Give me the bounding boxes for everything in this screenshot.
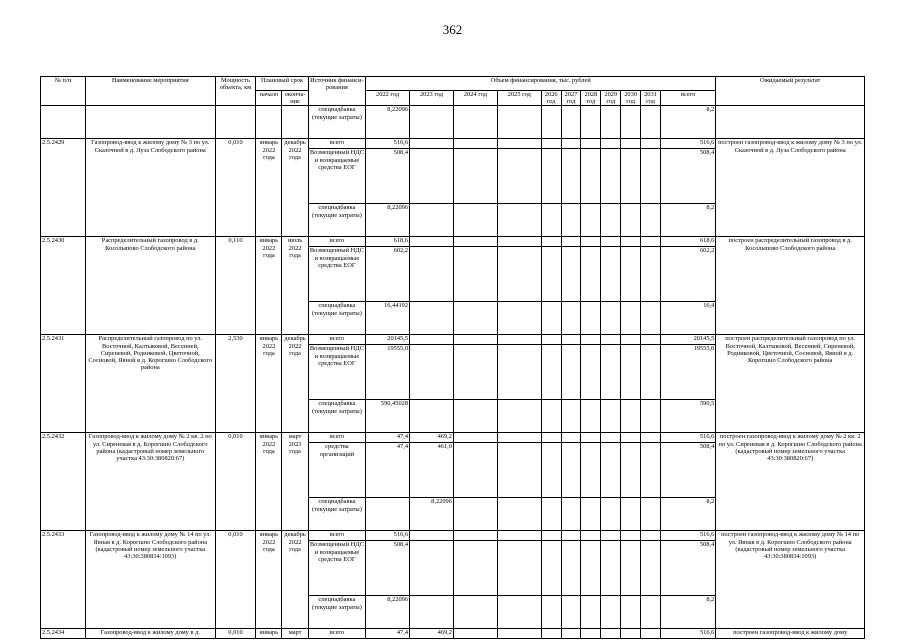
empty-year-cell	[601, 247, 621, 302]
value-2023	[410, 345, 454, 400]
source-cell: спецнадбавка (текущие затраты)	[308, 400, 366, 433]
table-row	[41, 106, 865, 139]
row-number: 2.5.2431	[41, 335, 86, 433]
source-cell: всего	[308, 237, 366, 247]
value-2022: 516,6	[366, 139, 410, 149]
measure-name: Распределительный газопровод по ул. Восточной, Калтыковой, Весенней, Сиреневой, Родниковой, Цветочной, Сосновой, Явной в д. Корогшно Слободского района	[85, 335, 215, 433]
value-2022: 508,4	[366, 149, 410, 204]
source-cell: всего	[308, 335, 366, 345]
value-2022: 590,45028	[366, 400, 410, 433]
empty-year-cell	[601, 139, 621, 149]
empty-year-cell	[581, 400, 601, 433]
source-cell: спецнадбавка (текущие затраты)	[308, 106, 366, 139]
value-2023	[410, 400, 454, 433]
header-name: Наименование мероприятия	[85, 77, 215, 106]
empty-year-cell	[641, 149, 661, 204]
empty-year-cell	[641, 335, 661, 345]
value-2023: 469,2	[410, 433, 454, 443]
empty-year-cell	[561, 400, 581, 433]
empty-year-cell	[541, 149, 561, 204]
empty-year-cell	[541, 302, 561, 335]
value-total: 8,2	[660, 204, 715, 237]
table-row	[41, 531, 865, 541]
table-row	[41, 335, 865, 345]
empty-year-cell	[581, 345, 601, 400]
empty-year-cell	[581, 541, 601, 596]
empty-year-cell	[641, 247, 661, 302]
empty-year-cell	[561, 629, 581, 639]
empty-year-cell	[621, 149, 641, 204]
empty-year-cell	[621, 247, 641, 302]
value-2023	[410, 302, 454, 335]
value-2023: 469,2	[410, 629, 454, 639]
empty-year-cell	[541, 400, 561, 433]
value-total: 8,2	[660, 596, 715, 629]
empty-year-cell	[621, 335, 641, 345]
header-year-2030: 2030 год	[621, 91, 641, 106]
expected-result: построен распределительный газопровод в д. Косолыпово Слободского района	[716, 237, 865, 335]
value-total: 516,6	[660, 531, 715, 541]
empty-year-cell	[453, 541, 497, 596]
value-2022: 20145,5	[366, 335, 410, 345]
value-total: 618,6	[660, 237, 715, 247]
value-2022: 618,6	[366, 237, 410, 247]
empty-year-cell	[497, 345, 541, 400]
start-date: январь 2022 года	[256, 433, 282, 531]
value-2022: 19555,0	[366, 345, 410, 400]
header-num: № п/п	[41, 77, 86, 106]
empty-year-cell	[541, 204, 561, 237]
expected-result: построен распределительный газопровод по ул. Восточной, Калтыковой, Весенней, Сиреневой, Родниковой, Цветочной, Сосновой, Явной в д. Корогшно Слободского района	[716, 335, 865, 433]
empty-year-cell	[621, 498, 641, 531]
value-total: 508,4	[660, 149, 715, 204]
empty-year-cell	[453, 204, 497, 237]
empty-year-cell	[641, 541, 661, 596]
empty-year-cell	[453, 149, 497, 204]
empty-year-cell	[581, 629, 601, 639]
header-volume: Объем финансирования, тыс. рублей	[366, 77, 716, 91]
header-year-2023: 2023 год	[410, 91, 454, 106]
empty-year-cell	[601, 498, 621, 531]
value-2023	[410, 149, 454, 204]
measure-name: Газопровод-ввод к жилому дому в д.	[85, 629, 215, 639]
empty-year-cell	[541, 247, 561, 302]
header-year-2031: 2031 год	[641, 91, 661, 106]
capacity-cell: 0,010	[215, 531, 256, 629]
empty-year-cell	[541, 139, 561, 149]
empty-year-cell	[561, 335, 581, 345]
expected-result: построен газопровод-ввод к жилому дому	[716, 629, 865, 639]
capacity-cell: 0,110	[215, 237, 256, 335]
header-year-2025: 2025 год	[497, 91, 541, 106]
empty-year-cell	[601, 443, 621, 498]
start-date: январь 2022 года	[256, 531, 282, 629]
empty-year-cell	[497, 400, 541, 433]
empty-year-cell	[561, 139, 581, 149]
empty-year-cell	[641, 204, 661, 237]
empty-year-cell	[621, 433, 641, 443]
value-total: 590,5	[660, 400, 715, 433]
empty-year-cell	[581, 498, 601, 531]
start-date: январь 2022 года	[256, 237, 282, 335]
row-number: 2.5.2429	[41, 139, 86, 237]
empty-year-cell	[601, 149, 621, 204]
empty-year-cell	[581, 204, 601, 237]
empty-year-cell	[621, 302, 641, 335]
empty-year-cell	[641, 139, 661, 149]
empty-year-cell	[497, 629, 541, 639]
empty-year-cell	[561, 247, 581, 302]
end-date: декабрь 2022 года	[282, 335, 308, 433]
empty-year-cell	[497, 433, 541, 443]
empty-year-cell	[621, 596, 641, 629]
empty-year-cell	[581, 433, 601, 443]
empty-year-cell	[541, 345, 561, 400]
empty-year-cell	[497, 541, 541, 596]
row-number: 2.5.2433	[41, 531, 86, 629]
value-2023: 8,22096	[410, 498, 454, 531]
empty-year-cell	[641, 345, 661, 400]
table-row	[41, 433, 865, 443]
header-year-2028: 2028 год	[581, 91, 601, 106]
empty-year-cell	[581, 302, 601, 335]
empty-year-cell	[541, 596, 561, 629]
empty-year-cell	[453, 433, 497, 443]
capacity-cell: 2,530	[215, 335, 256, 433]
empty-year-cell	[561, 433, 581, 443]
value-2023	[410, 531, 454, 541]
empty-year-cell	[497, 302, 541, 335]
source-cell: спецнадбавка (текущие затраты)	[308, 498, 366, 531]
source-cell: всего	[308, 139, 366, 149]
empty-year-cell	[453, 498, 497, 531]
empty-year-cell	[581, 443, 601, 498]
value-total: 8,2	[660, 106, 715, 139]
value-total: 516,6	[660, 139, 715, 149]
empty-year-cell	[641, 400, 661, 433]
source-cell: Возмещенный НДС и возвращаемые средства ЕОГ	[308, 345, 366, 400]
empty-year-cell	[601, 345, 621, 400]
measure-name: Газопровод-ввод к жилому дому № 14 по ул. Явная в д. Корогшно Слободского района (кадастровый номер земельного участка 43:30:380834:1093)	[85, 531, 215, 629]
header-capacity: Мощность объекта, км	[215, 77, 256, 106]
empty-year-cell	[561, 531, 581, 541]
empty-year-cell	[641, 629, 661, 639]
empty-year-cell	[581, 139, 601, 149]
empty-year-cell	[621, 204, 641, 237]
empty-year-cell	[561, 596, 581, 629]
empty-year-cell	[561, 345, 581, 400]
end-date: декабрь 2022 года	[282, 139, 308, 237]
capacity-cell: 0,010	[215, 629, 256, 639]
empty-year-cell	[601, 237, 621, 247]
empty-year-cell	[581, 531, 601, 541]
source-cell: всего	[308, 531, 366, 541]
empty-year-cell	[621, 237, 641, 247]
empty-year-cell	[581, 335, 601, 345]
value-2022: 47,4	[366, 629, 410, 639]
header-year-2024: 2024 год	[453, 91, 497, 106]
value-2022: 8,22096	[366, 596, 410, 629]
row-number: 2.5.2432	[41, 433, 86, 531]
value-total: 16,4	[660, 302, 715, 335]
expected-result: построен газопровод-ввод к жилому дому № 14 по ул. Явная в д. Корогшно Слободского района (кадастровый номер земельного участка 43:30:380834:1093)	[716, 531, 865, 629]
value-total: 19555,0	[660, 345, 715, 400]
source-cell: Возмещенный НДС и возвращаемые средства ЕОГ	[308, 541, 366, 596]
end-date: декабрь 2022 года	[282, 531, 308, 629]
empty-year-cell	[453, 247, 497, 302]
capacity-cell: 0,010	[215, 139, 256, 237]
value-2022: 516,6	[366, 531, 410, 541]
empty-year-cell	[541, 237, 561, 247]
empty-year-cell	[641, 433, 661, 443]
value-total: 508,4	[660, 443, 715, 498]
header-year-2026: 2026 год	[541, 91, 561, 106]
value-2023: 461,0	[410, 443, 454, 498]
empty-year-cell	[581, 237, 601, 247]
empty-year-cell	[601, 433, 621, 443]
end-date: март 2023 года	[282, 433, 308, 531]
empty-year-cell	[561, 204, 581, 237]
start-date: январь 2022 года	[256, 335, 282, 433]
start-date: январь	[256, 629, 282, 639]
value-2022: 47,4	[366, 443, 410, 498]
empty-year-cell	[561, 237, 581, 247]
empty-year-cell	[453, 400, 497, 433]
source-cell: всего	[308, 433, 366, 443]
empty-year-cell	[453, 302, 497, 335]
empty-year-cell	[453, 335, 497, 345]
empty-year-cell	[601, 335, 621, 345]
empty-year-cell	[541, 498, 561, 531]
empty-year-cell	[561, 541, 581, 596]
value-2023	[410, 541, 454, 596]
value-2022: 508,4	[366, 541, 410, 596]
empty-year-cell	[601, 541, 621, 596]
header-year-2027: 2027 год	[561, 91, 581, 106]
empty-year-cell	[601, 204, 621, 237]
empty-year-cell	[641, 596, 661, 629]
empty-year-cell	[641, 443, 661, 498]
value-2023	[410, 247, 454, 302]
header-year-2022: 2022 год	[366, 91, 410, 106]
empty-year-cell	[641, 498, 661, 531]
empty-year-cell	[561, 498, 581, 531]
header-end: оконча-ние	[282, 91, 308, 106]
empty-year-cell	[601, 400, 621, 433]
source-cell: Возмещенный НДС и возвращаемые средства ЕОГ	[308, 149, 366, 204]
empty-year-cell	[453, 139, 497, 149]
empty-year-cell	[541, 629, 561, 639]
empty-year-cell	[497, 149, 541, 204]
value-2023	[410, 139, 454, 149]
empty-year-cell	[601, 596, 621, 629]
value-2022: 8,22096	[366, 106, 410, 139]
empty-year-cell	[497, 498, 541, 531]
value-2022: 16,44192	[366, 302, 410, 335]
measure-name: Газопровод-ввод к жилому дому № 3 по ул. Сказочной в д. Луза Слободского района	[85, 139, 215, 237]
header-plan-term: Плановый срок	[256, 77, 308, 91]
header-year-2029: 2029 год	[601, 91, 621, 106]
end-date: март	[282, 629, 308, 639]
empty-year-cell	[497, 237, 541, 247]
value-total: 20145,5	[660, 335, 715, 345]
empty-year-cell	[601, 302, 621, 335]
value-2023	[410, 596, 454, 629]
empty-year-cell	[497, 204, 541, 237]
measure-name: Распределительный газопровод в д. Косолыпово Слободского района	[85, 237, 215, 335]
source-cell: спецнадбавка (текущие затраты)	[308, 204, 366, 237]
expected-result: построен газопровод-ввод к жилому дому № 3 по ул. Сказочной в д. Луза Слободского района	[716, 139, 865, 237]
empty-year-cell	[453, 596, 497, 629]
source-cell: спецнадбавка (текущие затраты)	[308, 302, 366, 335]
financing-table	[40, 76, 865, 639]
empty-year-cell	[497, 531, 541, 541]
empty-year-cell	[641, 237, 661, 247]
empty-year-cell	[561, 443, 581, 498]
source-cell: всего	[308, 629, 366, 639]
empty-year-cell	[497, 247, 541, 302]
empty-year-cell	[581, 247, 601, 302]
header-result: Ожидаемый результат	[716, 77, 865, 106]
value-2022: 8,22096	[366, 204, 410, 237]
empty-year-cell	[541, 443, 561, 498]
empty-year-cell	[497, 335, 541, 345]
empty-year-cell	[453, 531, 497, 541]
empty-year-cell	[581, 149, 601, 204]
empty-year-cell	[453, 443, 497, 498]
measure-name: Газопровод-ввод к жилому дому № 2 кв. 2 по ул. Сиреневая в д. Корогшно Слободского района (кадастровый номер земельного участка 43:30:380820:67)	[85, 433, 215, 531]
source-cell: спецнадбавка (текущие затраты)	[308, 596, 366, 629]
empty-year-cell	[453, 629, 497, 639]
empty-year-cell	[621, 629, 641, 639]
empty-year-cell	[541, 433, 561, 443]
empty-year-cell	[541, 541, 561, 596]
capacity-cell: 0,010	[215, 433, 256, 531]
empty-year-cell	[561, 302, 581, 335]
empty-year-cell	[541, 335, 561, 345]
empty-year-cell	[497, 139, 541, 149]
empty-year-cell	[601, 531, 621, 541]
value-2023	[410, 237, 454, 247]
source-cell: Возмещенный НДС и возвращаемые средства ЕОГ	[308, 247, 366, 302]
empty-year-cell	[581, 596, 601, 629]
empty-year-cell	[641, 302, 661, 335]
value-2022: 47,4	[366, 433, 410, 443]
header-total: всего	[660, 91, 715, 106]
table-row	[41, 629, 865, 639]
value-total: 516,6	[660, 433, 715, 443]
table-row	[41, 139, 865, 149]
empty-year-cell	[497, 443, 541, 498]
end-date: июль 2022 года	[282, 237, 308, 335]
empty-year-cell	[453, 237, 497, 247]
value-total: 516,6	[660, 629, 715, 639]
expected-result: построен газопровод-ввод к жилому дому № 2 кв. 2 по ул. Сиреневая в д. Корогшно Слободского района (кадастровый номер земельного участка 43:30:380820:67)	[716, 433, 865, 531]
header-start: начало	[256, 91, 282, 106]
row-number: 2.5.2430	[41, 237, 86, 335]
empty-year-cell	[621, 443, 641, 498]
value-total: 508,4	[660, 541, 715, 596]
source-cell: средства организаций	[308, 443, 366, 498]
value-total: 8,2	[660, 498, 715, 531]
empty-year-cell	[641, 531, 661, 541]
value-2023	[410, 335, 454, 345]
value-total: 602,2	[660, 247, 715, 302]
empty-year-cell	[621, 531, 641, 541]
empty-year-cell	[621, 345, 641, 400]
start-date: январь 2022 года	[256, 139, 282, 237]
empty-year-cell	[561, 149, 581, 204]
value-2023	[410, 204, 454, 237]
header-source: Источник финанси-рования	[308, 77, 366, 106]
row-number: 2.5.2434	[41, 629, 86, 639]
value-2022	[366, 498, 410, 531]
page-number: 362	[442, 22, 463, 37]
empty-year-cell	[621, 139, 641, 149]
empty-year-cell	[621, 541, 641, 596]
empty-year-cell	[497, 596, 541, 629]
empty-year-cell	[601, 629, 621, 639]
table-row	[41, 237, 865, 247]
empty-year-cell	[621, 400, 641, 433]
empty-year-cell	[541, 531, 561, 541]
empty-year-cell	[453, 345, 497, 400]
value-2022: 602,2	[366, 247, 410, 302]
